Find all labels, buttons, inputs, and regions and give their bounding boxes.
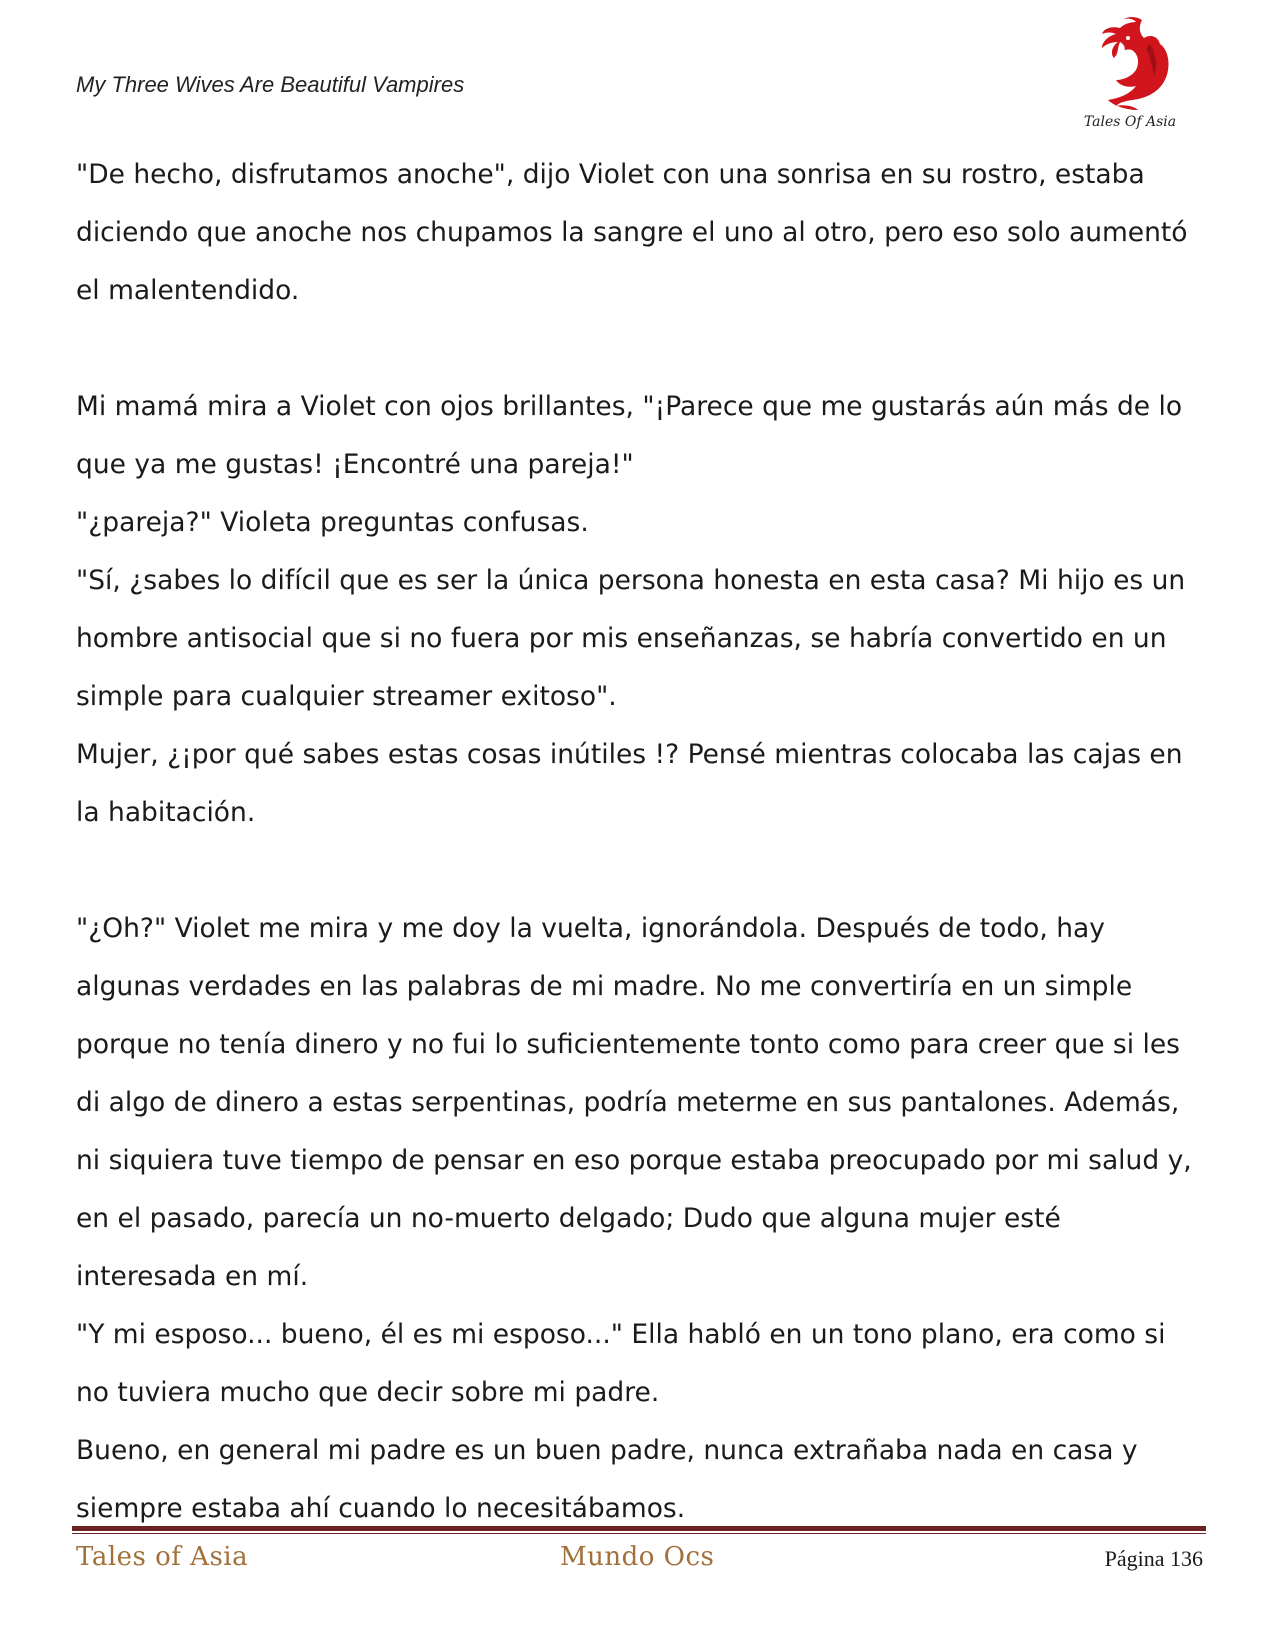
paragraph: Bueno, en general mi padre es un buen padre, nunca extrañaba nada en casa y siempre estaba ahí cuando lo necesitábamos. [76,1435,1138,1524]
paragraph: "Sí, ¿sabes lo difícil que es ser la única persona honesta en esta casa? Mi hijo es un hombre antisocial que si no fuera por mis enseñanzas, se habría convertido en un simple para cualquier streamer exitoso". [76,565,1186,712]
paragraph: "¿pareja?" Violeta preguntas confusas. [76,507,589,538]
footer-publisher: Tales of Asia [76,1542,249,1572]
paragraph: "Y mi esposo... bueno, él es mi esposo..." Ella habló en un tono plano, era como si no tuviera mucho que decir sobre mi padre. [76,1319,1166,1408]
paragraph: "¿Oh?" Violet me mira y me doy la vuelta, ignorándola. Después de todo, hay algunas verdades en las palabras de mi madre. No me convertiría en un simple porque no tenía dinero y no fui lo suficientemente tonto como para creer que si les di algo de dinero a estas serpentinas, podría meterme en sus pantalones. Además, ni siquiera tuve tiempo de pensar en eso porque estaba preocupado por mi salud y, en el pasado, parecía un no-muerto delgado; Dudo que alguna mujer esté interesada en mí. [76,913,1192,1292]
red-dragon-icon [1080,14,1180,114]
chapter-body [76,146,1206,1538]
logo-caption: Tales Of Asia [1083,114,1177,130]
footer-rule [72,1526,1206,1531]
page-number: Página 136 [1104,1546,1203,1571]
footer-source: Mundo Ocs [560,1542,715,1572]
footer-rule-thin [72,1533,1206,1534]
book-title: My Three Wives Are Beautiful Vampires [76,72,465,97]
paragraph: Mujer, ¿¡por qué sabes estas cosas inútiles !? Pensé mientras colocaba las cajas en la habitación. [76,739,1183,828]
publisher-logo [1080,14,1180,139]
paragraph: Mi mamá mira a Violet con ojos brillantes, "¡Parece que me gustarás aún más de lo que ya me gustas! ¡Encontré una pareja!" [76,391,1183,480]
paragraph: "De hecho, disfrutamos anoche", dijo Violet con una sonrisa en su rostro, estaba diciendo que anoche nos chupamos la sangre el uno al otro, pero eso solo aumentó el malentendido. [76,159,1188,306]
